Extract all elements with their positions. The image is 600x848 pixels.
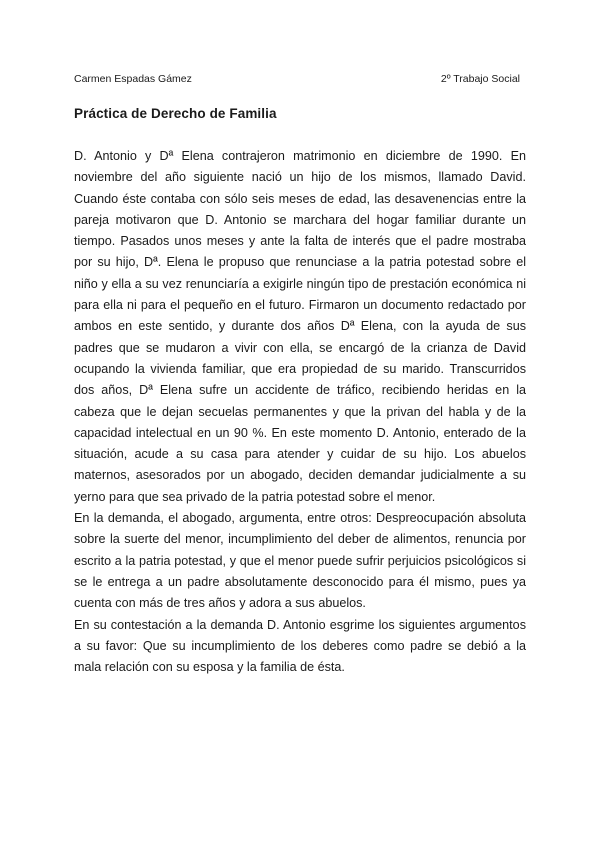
document-body — [74, 146, 526, 678]
document-title: Práctica de Derecho de Familia — [74, 106, 277, 121]
paragraph-demand: En la demanda, el abogado, argumenta, entre otros: Despreocupación absoluta sobre la suerte del menor, incumplimiento del deber de alimentos, renuncia por escrito a la patria potestad, y que el menor puede sufrir perjuicios psicológicos si se le entrega a un padre absolutamente desconocido para él mismo, pues ya cuenta con más de tres años y adora a sus abuelos. — [74, 511, 526, 611]
author-name: Carmen Espadas Gámez — [74, 73, 192, 85]
paragraph-case-facts: D. Antonio y Dª Elena contrajeron matrimonio en diciembre de 1990. En noviembre del año siguiente nació un hijo de los mismos, llamado David. Cuando éste contaba con sólo seis meses de edad, las desavenencias entre la pareja motivaron que D. Antonio se marchara del hogar familiar durante un tiempo. Pasados unos meses y ante la falta de interés que el padre mostraba por su hijo, Dª. Elena le propuso que renunciase a la patria potestad sobre el niño y ella a su vez renunciaría a exigirle ningún tipo de prestación económica ni para ella ni para el pequeño en el futuro. Firmaron un documento redactado por ambos en este sentido, y durante dos años Dª Elena, con la ayuda de sus padres que se mudaron a vivir con ella, se encargó de la crianza de David ocupando la vivienda familiar, que era propiedad de su marido. Transcurridos dos años, Dª Elena sufre un accidente de tráfico, recibiendo heridas en la cabeza que le dejan secuelas permanentes y que la privan del habla y de la capacidad intelectual en un 90 %. En este momento D. Antonio, enterado de la situación, acude a su casa para atender y cuidar de su hijo. Los abuelos maternos, asesorados por un abogado, deciden demandar judicialmente a su yerno para que sea privado de la patria potestad sobre el menor. — [74, 149, 526, 504]
paragraph-response: En su contestación a la demanda D. Antonio esgrime los siguientes argumentos a su favor: Que su incumplimiento de los deberes como padre se debió a la mala relación con su esposa y la familia de ésta. — [74, 617, 526, 675]
page-header — [74, 73, 520, 87]
course-name: 2º Trabajo Social — [440, 73, 520, 85]
